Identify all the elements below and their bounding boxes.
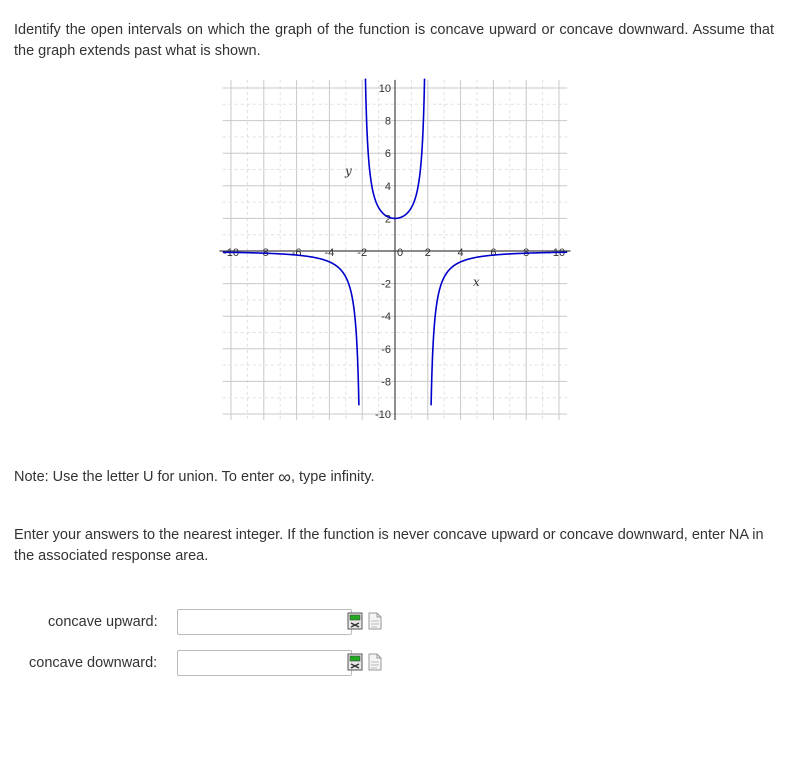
- concave-upward-label: concave upward:: [48, 614, 158, 630]
- x-tick-label: -8: [258, 247, 269, 259]
- question-text: Identify the open intervals on which the graph of the function is concave upward or concave downward. Assume that the graph extends past what is shown.: [14, 22, 774, 59]
- x-axis-label: x: [473, 275, 480, 289]
- y-tick-label: 4: [384, 180, 391, 193]
- concave-upward-input[interactable]: [177, 609, 352, 635]
- instructions-text: Enter your answers to the nearest integer. If the function is never concave upward or concave downward, enter NA in the associated response area.: [14, 527, 764, 564]
- note-before: Note: Use the letter U for union. To enter: [14, 469, 279, 485]
- curve-right-branch: [431, 252, 567, 405]
- y-tick-label: -8: [381, 376, 391, 389]
- y-tick-label: -4: [381, 311, 391, 324]
- y-tick-label: 8: [384, 115, 391, 128]
- concave-downward-label: concave downward:: [29, 655, 158, 671]
- y-tick-label: 2: [384, 213, 391, 226]
- equation-preview-icon[interactable]: [347, 653, 363, 671]
- x-tick-label: 4: [457, 247, 464, 259]
- curve-left-branch: [223, 252, 359, 405]
- y-tick-label: 10: [378, 83, 391, 95]
- y-axis-label: y: [345, 164, 352, 178]
- equation-preview-icon[interactable]: [347, 612, 363, 630]
- x-tick-label: 6: [490, 247, 497, 259]
- graph-axes: [220, 80, 571, 420]
- x-tick-label: 2: [424, 247, 431, 259]
- y-tick-label: -6: [381, 343, 391, 356]
- x-tick-label: -6: [291, 247, 302, 259]
- y-tick-label: -2: [381, 278, 391, 291]
- help-document-icon[interactable]: [367, 653, 383, 671]
- note-after: , type infinity.: [290, 469, 375, 485]
- x-tick-label: 0: [396, 247, 404, 259]
- x-tick-label: -10: [223, 247, 239, 259]
- infinity-symbol: ∞: [278, 467, 291, 487]
- y-tick-label: 6: [384, 148, 391, 161]
- x-tick-label: 10: [552, 247, 566, 259]
- function-graph: [215, 75, 575, 420]
- y-tick-label: -10: [375, 409, 391, 420]
- help-document-icon[interactable]: [367, 612, 383, 630]
- concave-downward-input[interactable]: [177, 650, 352, 676]
- note-text: [14, 467, 375, 488]
- x-tick-label: 8: [523, 247, 530, 259]
- x-tick-label: -4: [324, 247, 335, 259]
- x-tick-label: -2: [357, 247, 368, 259]
